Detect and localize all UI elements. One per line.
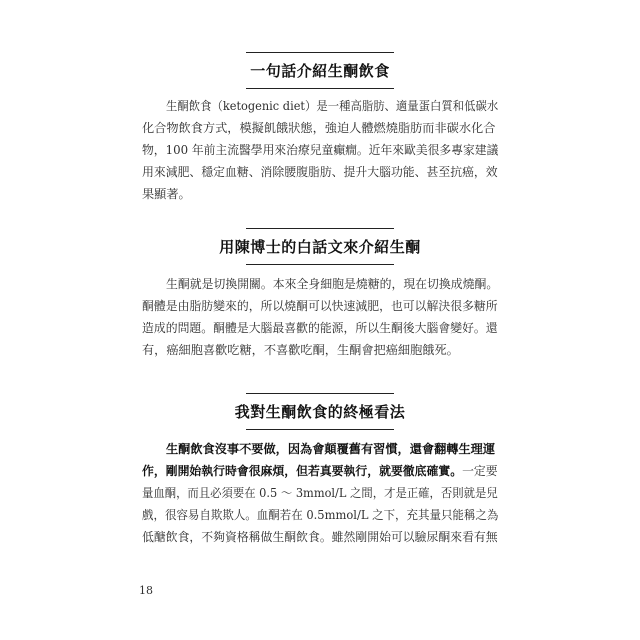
paragraph-line: 有，癌細胞喜歡吃糖，不喜歡吃酮，生酮會把癌細胞餓死。 <box>142 343 459 357</box>
section-3-rule-bottom <box>246 429 394 430</box>
section-2-rule-bottom <box>246 264 394 265</box>
paragraph-line <box>166 441 495 457</box>
paragraph-line: 果顯著。 <box>142 187 191 201</box>
section-1-rule-top <box>246 52 394 53</box>
body-text: 低醣飲食，不夠資格稱做生酮飲食。雖然剛開始可以驗尿酮來看有無 <box>142 530 498 544</box>
section-2-rule-top <box>246 228 394 229</box>
paragraph-line: 物，100 年前主流醫學用來治療兒童癲癇。近年來歐美很多專家建議 <box>142 143 499 157</box>
paragraph-line: 化合物飲食方式，模擬飢餓狀態，強迫人體燃燒脂肪而非碳水化合 <box>142 121 496 135</box>
paragraph-line: 生酮就是切換開關。本來全身細胞是燒糖的，現在切換成燒酮。 <box>166 277 499 291</box>
body-text: 一定要 <box>462 464 498 478</box>
section-2-heading <box>0 238 640 256</box>
emphasis-text: 作，剛開始執行時會很麻煩，但若真要執行，就要徹底確實。 <box>142 464 463 478</box>
section-3-title: 我對生酮飲食的終極看法 <box>234 403 406 421</box>
page-number: 18 <box>139 584 153 597</box>
paragraph-line: 生酮飲食（ketogenic diet）是一種高脂肪、適量蛋白質和低碳水 <box>166 99 499 113</box>
section-1-heading <box>0 62 640 80</box>
emphasis-text: 生酮飲食沒事不要做，因為會顛覆舊有習慣，還會翻轉生理運 <box>166 442 496 456</box>
paragraph-line: 造成的問題。酮體是大腦最喜歡的能源，所以生酮後大腦會變好。還 <box>142 321 498 335</box>
section-3-heading <box>0 403 640 421</box>
paragraph-line: 酮體是由脂肪變來的，所以燒酮可以快速減肥，也可以解決很多糖所 <box>142 299 498 313</box>
paragraph-line <box>142 485 498 501</box>
section-3-rule-top <box>246 393 394 394</box>
body-text: 戲，很容易自欺欺人。血酮若在 0.5mmol/L 之下，充其量只能稱之為 <box>142 508 499 522</box>
paragraph-line <box>142 529 498 545</box>
paragraph-line: 用來減肥、穩定血糖、消除腰腹脂肪、提升大腦功能、甚至抗癌，效 <box>142 165 498 179</box>
paragraph-line <box>142 507 498 523</box>
section-1-rule-bottom <box>246 88 394 89</box>
body-text: 量血酮，而且必須要在 0.5 ～ 3mmol/L 之間，才是正確，否則就是兒 <box>142 486 498 500</box>
section-1-title: 一句話介紹生酮飲食 <box>250 62 390 80</box>
paragraph-line <box>142 463 498 479</box>
section-2-title: 用陳博士的白話文來介紹生酮 <box>219 238 421 256</box>
